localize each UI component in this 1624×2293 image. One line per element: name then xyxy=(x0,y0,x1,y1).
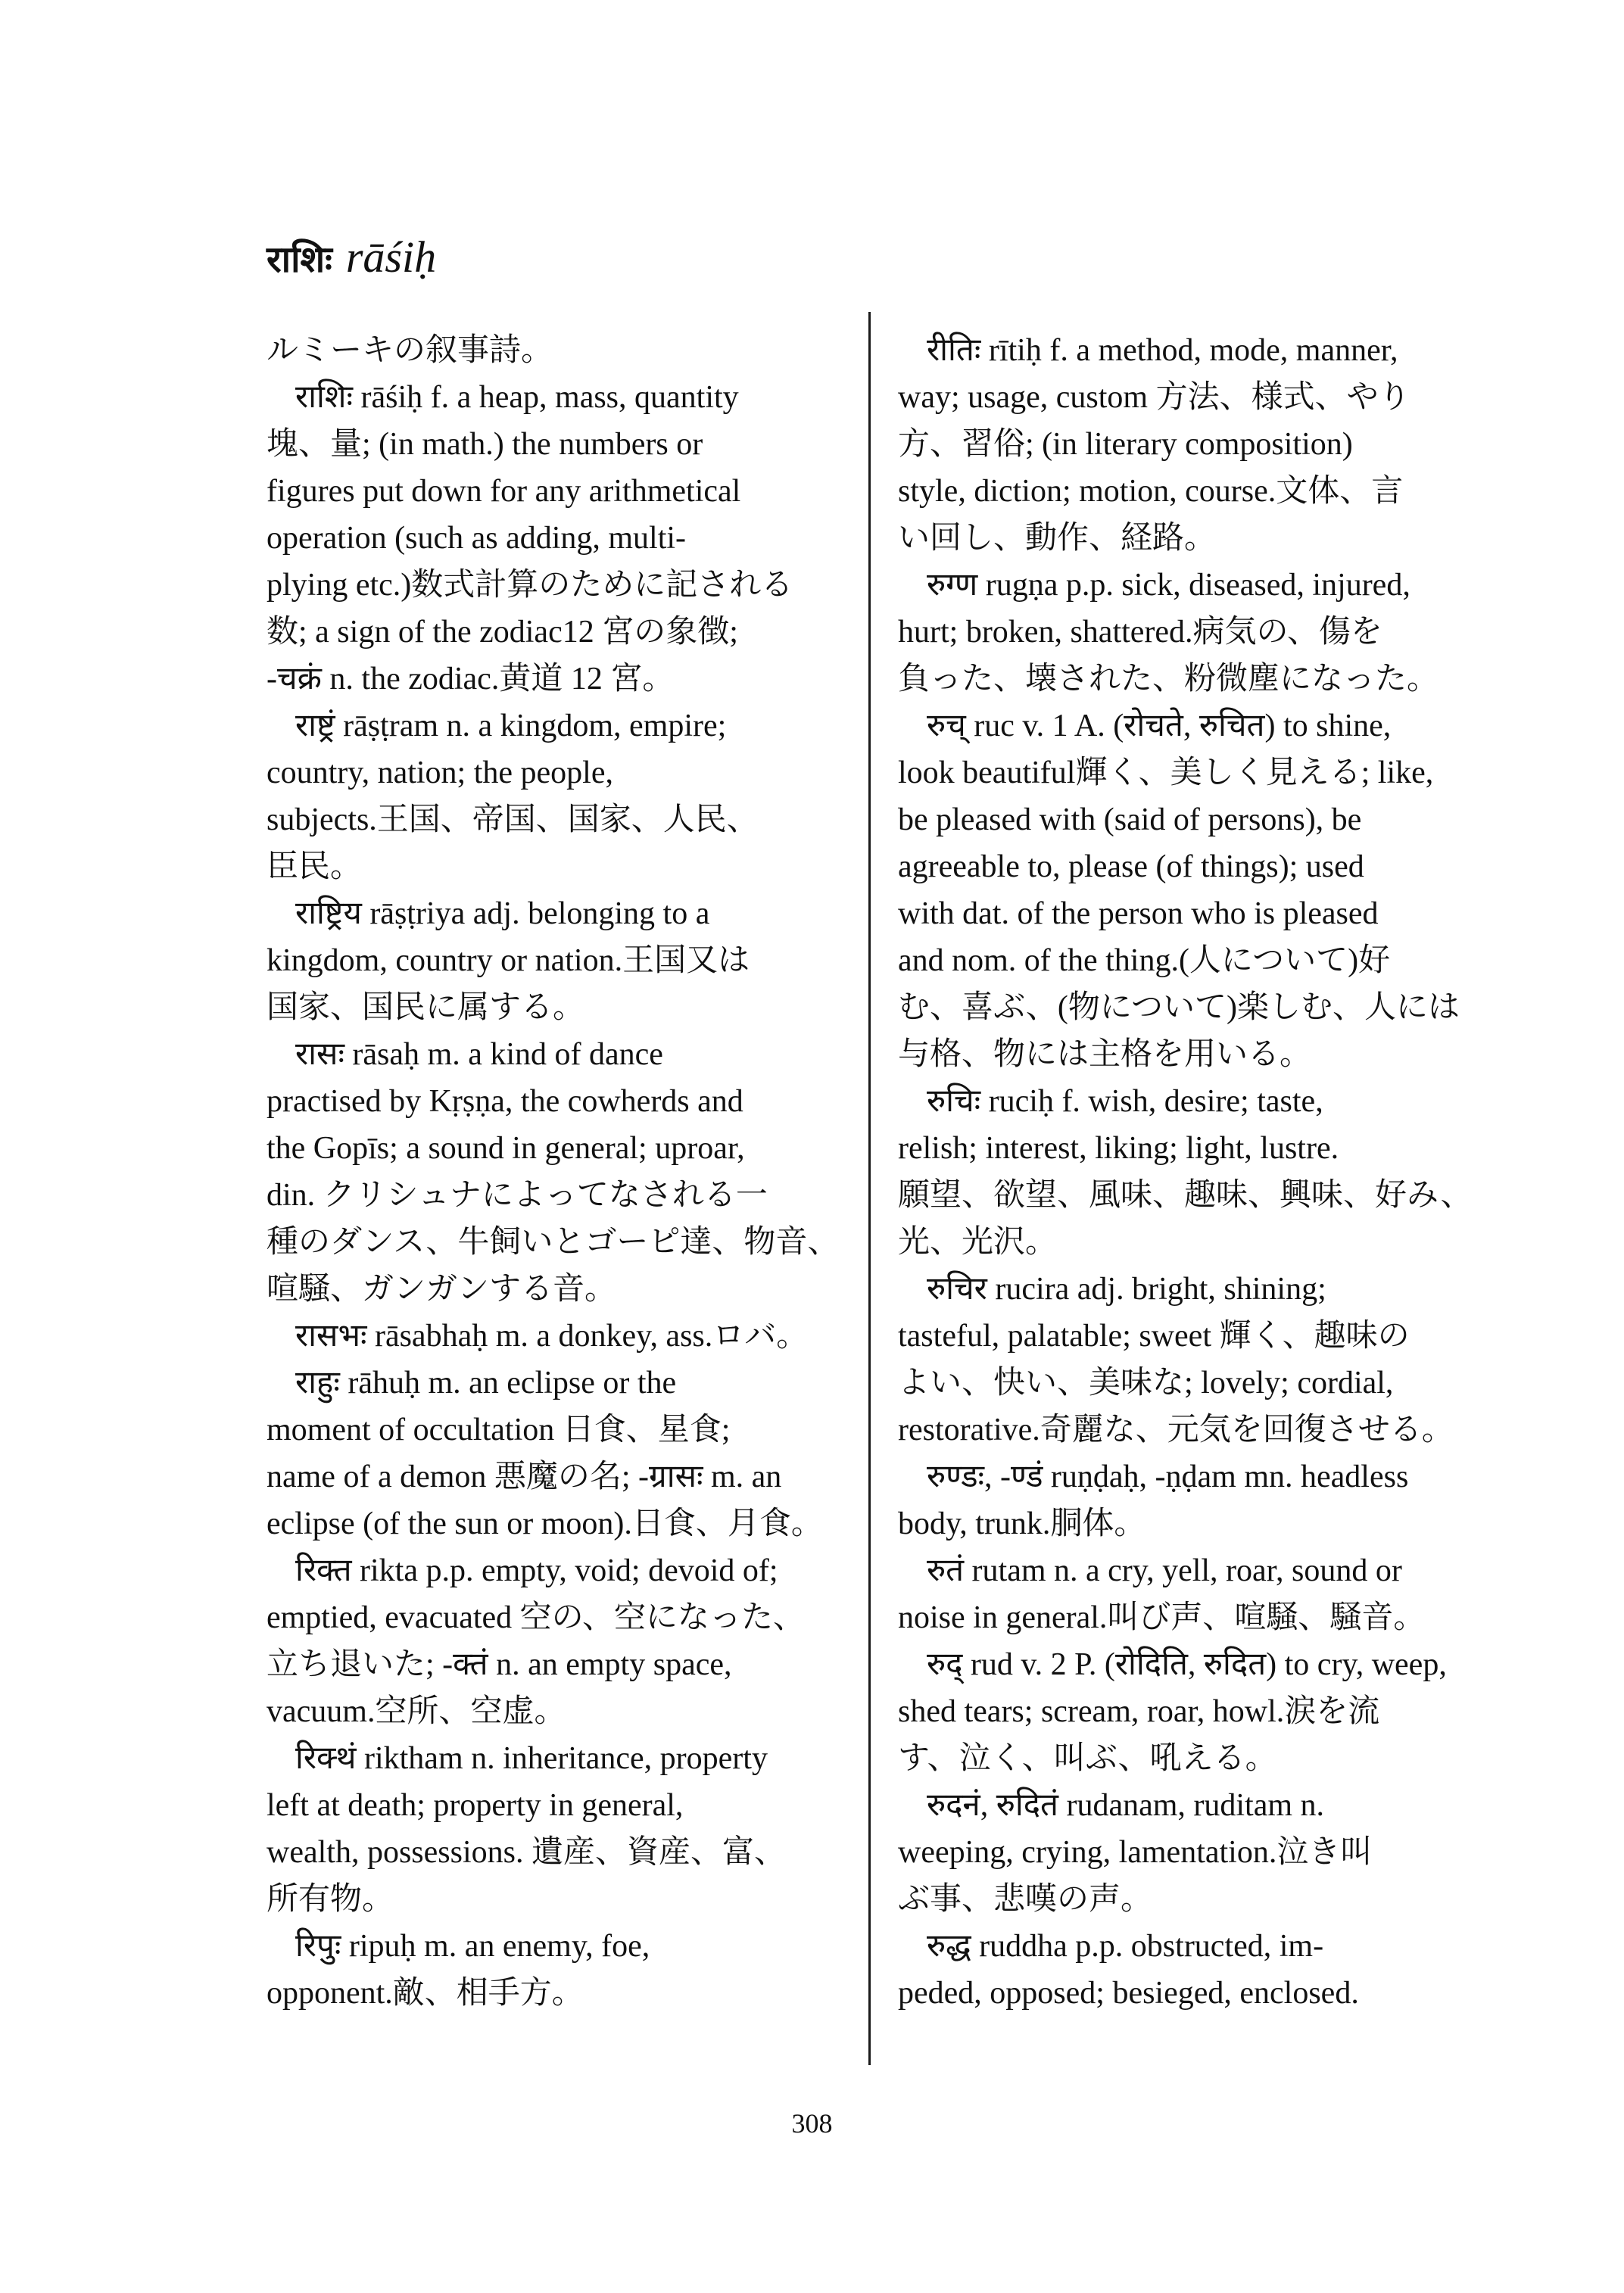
dictionary-line: い回し、動作、経路。 xyxy=(898,521,1217,556)
running-head xyxy=(267,227,436,290)
dictionary-line: राशिः rāśiḥ f. a heap, mass, quantity xyxy=(295,380,739,415)
dictionary-line: subjects.王国、帝国、国家、人民、 xyxy=(267,802,759,837)
dictionary-line: रुचिर rucira adj. bright, shining; xyxy=(927,1272,1326,1307)
dictionary-line: weeping, crying, lamentation.泣き叫 xyxy=(898,1835,1373,1870)
dictionary-line: and nom. of the thing.(人について)好 xyxy=(898,943,1391,978)
dictionary-line: す、泣く、叫ぶ、吼える。 xyxy=(898,1741,1277,1776)
dictionary-line: 種のダンス、牛飼いとゴーピ達、物音、 xyxy=(267,1225,840,1260)
dictionary-line: left at death; property in general, xyxy=(267,1788,684,1823)
dictionary-line: रुद्ध ruddha p.p. obstructed, im- xyxy=(927,1929,1324,1964)
dictionary-line: -चक्रं n. the zodiac.黄道 12 宮。 xyxy=(267,662,675,696)
dictionary-line: 願望、欲望、風味、趣味、興味、好み、 xyxy=(898,1178,1473,1213)
running-head-transliteration: rāśiḥ xyxy=(345,232,437,282)
column-divider xyxy=(868,312,871,2065)
dictionary-line: way; usage, custom 方法、様式、やり xyxy=(898,380,1410,415)
dictionary-line: रुण्डः, -ण्डं ruṇḍaḥ, -ṇḍam mn. headless xyxy=(927,1460,1409,1494)
dictionary-line: 数; a sign of the zodiac12 宮の象徴; xyxy=(267,615,738,650)
right-column xyxy=(898,327,1475,2017)
left-column xyxy=(267,327,843,2017)
dictionary-line: look beautiful輝く、美しく見える; like, xyxy=(898,756,1434,790)
dictionary-line: よい、快い、美味な; lovely; cordial, xyxy=(898,1366,1394,1400)
dictionary-line: रुदनं, रुदितं rudanam, ruditam n. xyxy=(927,1788,1325,1823)
running-head-devanagari: राशिः xyxy=(267,238,332,281)
dictionary-line: राहुः rāhuḥ m. an eclipse or the xyxy=(295,1366,677,1400)
dictionary-line: country, nation; the people, xyxy=(267,756,613,790)
dictionary-line: 国家、国民に属する。 xyxy=(267,990,585,1025)
dictionary-line: wealth, possessions. 遺産、資産、富、 xyxy=(267,1835,786,1870)
dictionary-line: kingdom, country or nation.王国又は xyxy=(267,943,750,978)
dictionary-line: emptied, evacuated 空の、空になった、 xyxy=(267,1600,805,1635)
dictionary-line: style, diction; motion, course.文体、言 xyxy=(898,474,1404,509)
page-number: 308 xyxy=(791,2108,833,2139)
dictionary-line: ルミーキの叙事詩。 xyxy=(267,333,553,368)
dictionary-line: 立ち退いた; -क्तं n. an empty space, xyxy=(267,1647,732,1682)
dictionary-line: tasteful, palatable; sweet 輝く、趣味の xyxy=(898,1319,1410,1354)
dictionary-line: 喧騒、ガンガンする音。 xyxy=(267,1272,617,1307)
dictionary-line: राष्ट्रिय rāṣṭriya adj. belonging to a xyxy=(295,896,710,931)
dictionary-line: hurt; broken, shattered.病気の、傷を xyxy=(898,615,1382,650)
dictionary-line: din. クリシュナによってなされる一 xyxy=(267,1178,768,1213)
dictionary-line: रीतिः rītiḥ f. a method, mode, manner, xyxy=(927,333,1398,368)
dictionary-line: operation (such as adding, multi- xyxy=(267,521,687,556)
dictionary-line: 与格、物には主格を用いる。 xyxy=(898,1037,1312,1072)
dictionary-line: noise in general.叫び声、喧騒、騒音。 xyxy=(898,1600,1426,1635)
dictionary-line: 臣民。 xyxy=(267,849,363,884)
dictionary-line: रुच् ruc v. 1 A. (रोचते, रुचित) to shine, xyxy=(927,709,1392,743)
dictionary-line: plying etc.)数式計算のために記される xyxy=(267,568,793,603)
dictionary-line: ぶ事、悲嘆の声。 xyxy=(898,1882,1153,1917)
dictionary-line: the Gopīs; a sound in general; uproar, xyxy=(267,1131,745,1166)
dictionary-line: with dat. of the person who is pleased xyxy=(898,896,1379,931)
dictionary-line: restorative.奇麗な、元気を回復させる。 xyxy=(898,1413,1454,1447)
dictionary-line: 負った、壊された、粉微塵になった。 xyxy=(898,662,1439,696)
dictionary-line: रिक्त rikta p.p. empty, void; devoid of; xyxy=(295,1553,778,1588)
dictionary-line: name of a demon 悪魔の名; -ग्रासः m. an xyxy=(267,1460,782,1494)
dictionary-line: agreeable to, please (of things); used xyxy=(898,849,1364,884)
dictionary-line: peded, opposed; besieged, enclosed. xyxy=(898,1976,1359,2011)
dictionary-line: रुतं rutam n. a cry, yell, roar, sound or xyxy=(927,1553,1402,1588)
dictionary-line: 所有物。 xyxy=(267,1882,394,1917)
dictionary-line: む、喜ぶ、(物について)楽しむ、人には xyxy=(898,990,1460,1025)
dictionary-line: रासभः rāsabhaḥ m. a donkey, ass.ロバ。 xyxy=(295,1319,809,1354)
dictionary-line: रिक्थं riktham n. inheritance, property xyxy=(295,1741,768,1776)
dictionary-line: figures put down for any arithmetical xyxy=(267,474,741,509)
dictionary-line: practised by Kṛṣṇa, the cowherds and xyxy=(267,1084,743,1119)
dictionary-line: रुचिः ruciḥ f. wish, desire; taste, xyxy=(927,1084,1323,1119)
dictionary-line: vacuum.空所、空虚。 xyxy=(267,1694,566,1729)
dictionary-line: moment of occultation 日食、星食; xyxy=(267,1413,731,1447)
dictionary-line: be pleased with (said of persons), be xyxy=(898,802,1362,837)
dictionary-line: eclipse (of the sun or moon).日食、月食。 xyxy=(267,1506,823,1541)
dictionary-line: रासः rāsaḥ m. a kind of dance xyxy=(295,1037,663,1072)
dictionary-line: रिपुः ripuḥ m. an enemy, foe, xyxy=(295,1929,650,1964)
dictionary-line: राष्ट्रं rāṣṭram n. a kingdom, empire; xyxy=(295,709,727,743)
dictionary-line: 塊、量; (in math.) the numbers or xyxy=(267,427,703,462)
dictionary-line: 方、習俗; (in literary composition) xyxy=(898,427,1353,462)
dictionary-line: body, trunk.胴体。 xyxy=(898,1506,1146,1541)
dictionary-line: 光、光沢。 xyxy=(898,1225,1058,1260)
dictionary-line: shed tears; scream, roar, howl.涙を流 xyxy=(898,1694,1380,1729)
dictionary-line: relish; interest, liking; light, lustre. xyxy=(898,1131,1339,1166)
dictionary-line: रुग्ण rugṇa p.p. sick, diseased, injured, xyxy=(927,568,1410,603)
dictionary-line: रुद् rud v. 2 P. (रोदिति, रुदित) to cry, weep, xyxy=(927,1647,1447,1682)
dictionary-line: opponent.敵、相手方。 xyxy=(267,1976,584,2011)
